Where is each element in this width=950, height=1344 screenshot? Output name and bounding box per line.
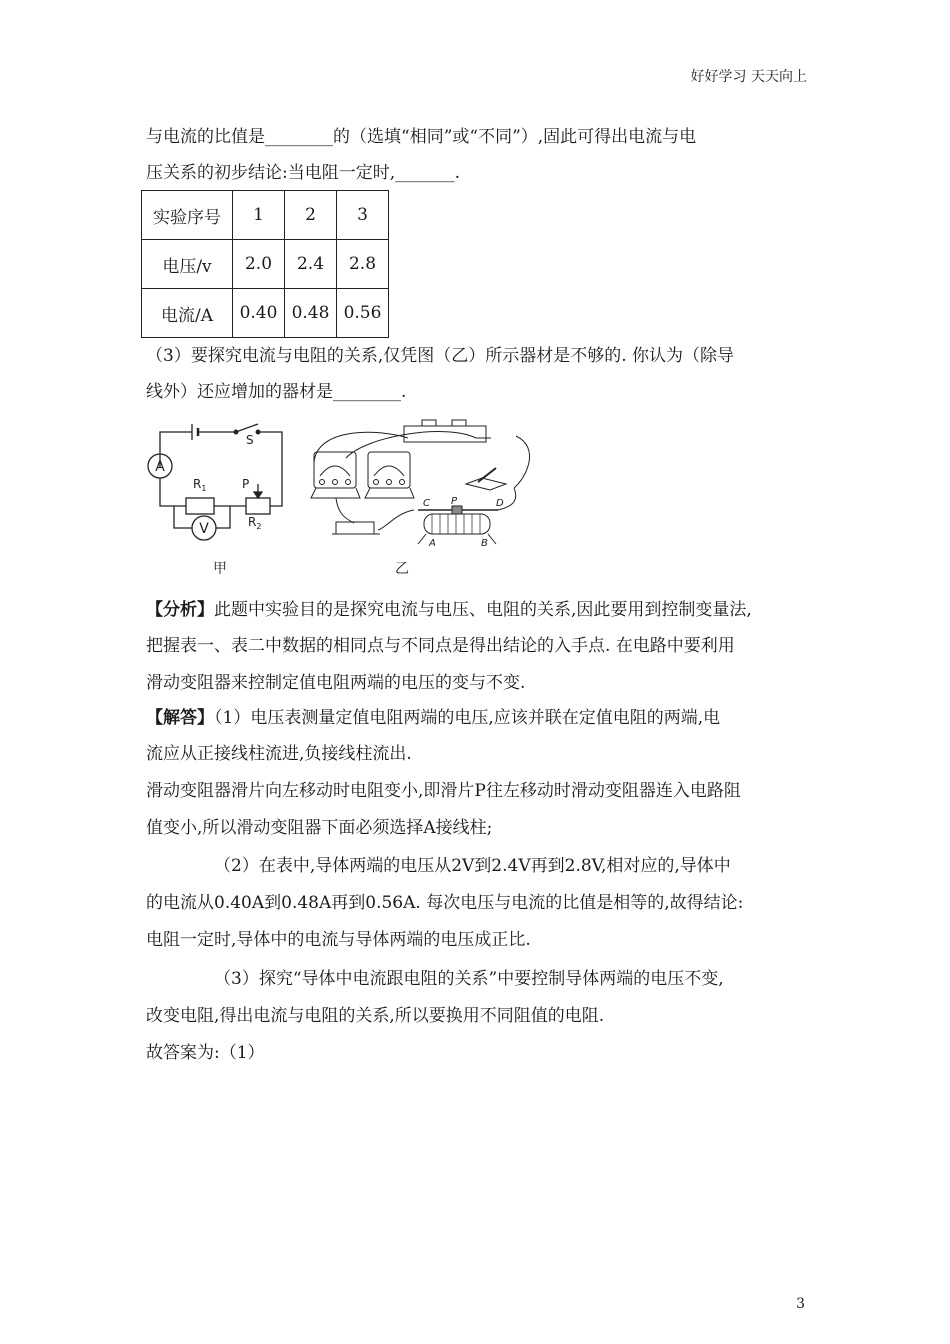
switch-device-icon: [466, 478, 506, 490]
analysis-line: 把握表一、表二中数据的相同点与不同点是得出结论的入手点. 在电路中要利用: [146, 636, 735, 656]
data-table: [141, 190, 389, 338]
switch-icon: [198, 424, 258, 432]
table-row: [142, 191, 389, 240]
answer-tag: 【解答】: [146, 708, 214, 728]
text-line: 压关系的初步结论:当电阻一定时,_______.: [146, 163, 461, 183]
table-cell: 2.4: [285, 240, 337, 289]
switch-label: S: [246, 433, 254, 447]
answer-line: 滑动变阻器滑片向左移动时电阻变小,即滑片P往左移动时滑动变阻器连入电路阻: [146, 781, 741, 801]
apparatus-drawing: [311, 420, 530, 577]
table-cell: 0.40: [233, 289, 285, 338]
voltmeter-device-icon: [368, 452, 410, 488]
table-row: [142, 289, 389, 338]
resistor-r1: [186, 498, 214, 514]
figure-label-jia: 甲: [213, 561, 227, 577]
question-line: （3）要探究电流与电阻的关系,仅凭图（乙）所示器材是不够的. 你认为（除导: [146, 346, 735, 366]
table-cell: 1: [233, 191, 285, 240]
circuit-figure: [146, 418, 536, 583]
analysis-line: 【分析】此题中实验目的是探究电流与电压、电阻的关系,因此要用到控制变量法,: [146, 600, 752, 620]
answer-line: 故答案为:（1）: [146, 1043, 265, 1063]
table-cell: 2: [285, 191, 337, 240]
answer-line: 【解答】（1）电压表测量定值电阻两端的电压,应该并联在定值电阻的两端,电: [146, 708, 721, 728]
answer-line: 值变小,所以滑动变阻器下面必须选择A接线柱;: [146, 818, 493, 838]
answer-line: （2）在表中,导体两端的电压从2V到2.4V再到2.8V,相对应的,导体中: [214, 856, 731, 876]
text-line: 与电流的比值是________的（选填“相同”或“不同”）,固此可得出电流与电: [146, 127, 697, 147]
schematic-diagram: [148, 424, 282, 577]
table-cell: 电流/A: [142, 289, 233, 338]
question-line: 线外）还应增加的器材是________.: [146, 382, 407, 402]
table-row: [142, 240, 389, 289]
rheostat-r2: [246, 498, 270, 514]
rheostat-label-a: A: [429, 538, 436, 549]
answer-line: 的电流从0.40A到0.48A再到0.56A. 每次电压与电流的比值是相等的,故得结论:: [146, 893, 744, 913]
table-cell: 实验序号: [142, 191, 233, 240]
answer-line: 改变电阻,得出电流与电阻的关系,所以要换用不同阻值的电阻.: [146, 1006, 605, 1026]
page-header: 好好学习 天天向上: [690, 69, 807, 85]
figure-label-yi: 乙: [395, 561, 409, 577]
battery-box-icon: [404, 426, 486, 442]
answer-line: 电阻一定时,导体中的电流与导体两端的电压成正比.: [146, 930, 531, 950]
table-cell: 3: [337, 191, 389, 240]
rheostat-label-c: C: [423, 498, 430, 509]
table-cell: 2.8: [337, 240, 389, 289]
p-label: P: [242, 477, 250, 491]
ammeter-label: A: [155, 459, 165, 475]
resistor-device-icon: [336, 522, 374, 534]
table-cell: 0.56: [337, 289, 389, 338]
analysis-tag: 【分析】: [146, 600, 214, 620]
table-cell: 0.48: [285, 289, 337, 338]
r1-label: $R_1$: [193, 477, 207, 493]
rheostat-label-b: B: [481, 538, 488, 549]
r2-label: $R_2$: [248, 515, 262, 531]
ammeter-device-icon: [314, 452, 356, 488]
table-cell: 2.0: [233, 240, 285, 289]
table-cell: 电压/v: [142, 240, 233, 289]
voltmeter-label: V: [199, 521, 209, 537]
answer-line: 流应从正接线柱流进,负接线柱流出.: [146, 744, 412, 764]
rheostat-label-d: D: [496, 498, 504, 509]
analysis-line: 滑动变阻器来控制定值电阻两端的电压的变与不变.: [146, 673, 526, 693]
rheostat-label-p: P: [451, 496, 458, 507]
answer-line: （3）探究“导体中电流跟电阻的关系”中要控制导体两端的电压不变,: [214, 969, 724, 989]
page-number: 3: [796, 1296, 805, 1312]
